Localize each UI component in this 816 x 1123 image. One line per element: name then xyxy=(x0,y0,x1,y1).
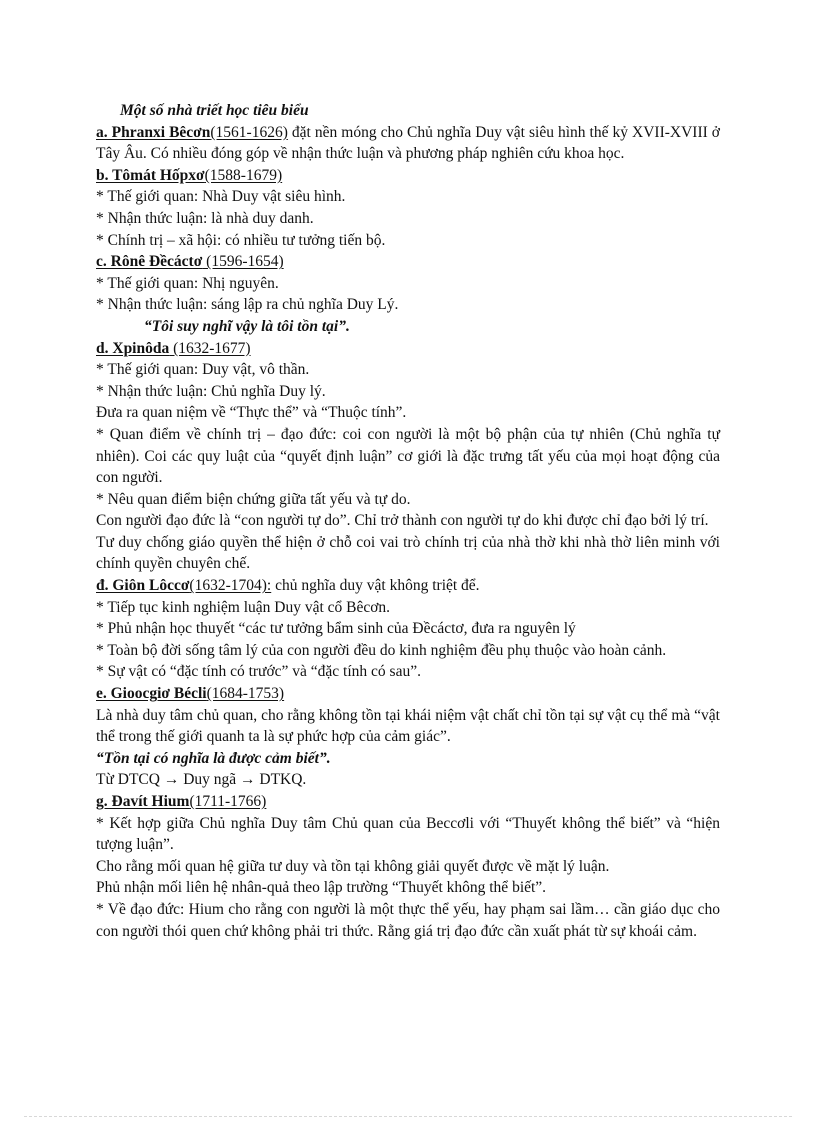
section-g-line: Phủ nhận mối liên hệ nhân-quả theo lập trường “Thuyết không thể biết”. xyxy=(96,879,547,897)
page-bottom-divider xyxy=(24,1116,792,1117)
section-a-name: a. Phranxi Bêcơn xyxy=(96,123,211,141)
section-d-line: Đưa ra quan niệm về “Thực thể” và “Thuộc tính”. xyxy=(96,404,407,422)
section-c-dates: (1596-1654) xyxy=(202,253,284,271)
section-d xyxy=(96,338,720,576)
section-g-line: * Kết hợp giữa Chủ nghĩa Duy tâm Chủ quan của Beccơli với “Thuyết không thể biết” và “hiện tượng luận”. xyxy=(96,814,720,854)
section-dd-line: * Tiếp tục kinh nghiệm luận Duy vật cổ Bêcơn. xyxy=(96,598,391,616)
section-dd-line: * Toàn bộ đời sống tâm lý của con người đều do kinh nghiệm đều phụ thuộc vào hoàn cảnh. xyxy=(96,641,667,659)
section-b-line: * Chính trị – xã hội: có nhiều tư tưởng tiến bộ. xyxy=(96,231,386,249)
section-g-line: * Về đạo đức: Hium cho rằng con người là một thực thể yếu, hay phạm sai lầm… cần giáo dục cho con người thói quen chứ không phải tri thức. Rằng giá trị đạo đức cần xuất phát từ sự khoái cảm. xyxy=(96,900,720,940)
section-c-name: c. Rônê Đềcáctơ xyxy=(96,253,203,271)
section-a-dates: (1561-1626) xyxy=(210,123,288,141)
section-c-heading xyxy=(96,253,284,270)
section-g-dates: (1711-1766) xyxy=(189,793,267,810)
page-title: Một số nhà triết học tiêu biểu xyxy=(120,102,309,119)
section-e-name: e. Gioocgiơ Bécli xyxy=(96,685,207,703)
section-e xyxy=(96,683,720,791)
section-d-line: * Nêu quan điểm biện chứng giữa tất yếu và tự do. xyxy=(96,490,411,508)
section-dd-line: * Phủ nhận học thuyết “các tư tưởng bẩm sinh của Đềcáctơ, đưa ra nguyên lý xyxy=(96,620,576,638)
section-b-heading xyxy=(96,167,282,184)
section-d-heading xyxy=(96,340,251,357)
section-d-line: * Thế giới quan: Duy vật, vô thần. xyxy=(96,361,310,379)
section-d-line: Tư duy chống giáo quyền thể hiện ở chỗ coi vai trò chính trị của nhà thờ khi nhà thờ liên minh với chính quyền chuyên chế. xyxy=(96,533,720,573)
section-dd-heading xyxy=(96,577,271,594)
section-b-line: * Thế giới quan: Nhà Duy vật siêu hình. xyxy=(96,188,346,206)
section-c-line: * Nhận thức luận: sáng lập ra chủ nghĩa Duy Lý. xyxy=(96,296,399,314)
section-dd-dates: (1632-1704): xyxy=(189,577,272,595)
section-e-dates: (1684-1753) xyxy=(206,685,285,703)
section-d-line: * Nhận thức luận: Chủ nghĩa Duy lý. xyxy=(96,382,326,400)
section-e-line: Là nhà duy tâm chủ quan, cho rằng không tồn tại khái niệm vật chất chỉ tồn tại sự vật cụ thể mà “vật thể trong thế giới quanh ta là sự phức hợp của cảm giác”. xyxy=(96,706,720,746)
section-e-quote: “Tồn tại có nghĩa là được cảm biết”. xyxy=(96,749,331,767)
section-g-name: g. Đavít Hium xyxy=(96,793,190,810)
section-a xyxy=(96,122,720,165)
section-d-line: * Quan điểm về chính trị – đạo đức: coi con người là một bộ phận của tự nhiên (Chủ nghĩa tự nhiên). Coi các quy luật của “quyết định luận” cơ giới là đặc trưng tất yếu của mọi hoạt động của con người. xyxy=(96,425,720,487)
document-page xyxy=(96,100,720,942)
section-c xyxy=(96,251,720,337)
section-e-after-quote: Từ DTCQ → Duy ngã → DTKQ. xyxy=(96,771,307,789)
section-b-name: b. Tômát Hốpxơ xyxy=(96,166,205,184)
section-c-line: * Thế giới quan: Nhị nguyên. xyxy=(96,274,279,292)
section-d-line: Con người đạo đức là “con người tự do”. Chỉ trở thành con người tự do khi được chỉ đạo bởi lý trí. xyxy=(96,512,709,530)
section-dd xyxy=(96,575,720,683)
section-b xyxy=(96,165,720,251)
section-g-line: Cho rằng mối quan hệ giữa tư duy và tồn tại không giải quyết được về mặt lý luận. xyxy=(96,857,610,875)
section-e-heading xyxy=(96,685,284,702)
section-a-heading xyxy=(96,124,288,141)
section-c-quote: “Tôi suy nghĩ vậy là tôi tồn tại”. xyxy=(144,317,350,335)
section-g xyxy=(96,791,720,942)
section-dd-line: * Sự vật có “đặc tính có trước” và “đặc tính có sau”. xyxy=(96,663,421,681)
section-d-name: d. Xpinôda xyxy=(96,339,170,357)
section-dd-name: đ. Giôn Lôccơ xyxy=(96,577,190,595)
section-g-heading xyxy=(96,793,266,810)
section-a-text: đặt nền móng cho Chủ nghĩa Duy vật siêu hình thế kỷ XVII-XVIII ở Tây Âu. Có nhiều đóng góp về nhận thức luận và phương pháp nghiên cứu khoa học. xyxy=(96,123,720,163)
section-d-dates: (1632-1677) xyxy=(169,339,251,357)
section-b-line: * Nhận thức luận: là nhà duy danh. xyxy=(96,209,314,227)
section-dd-text: chủ nghĩa duy vật không triệt để. xyxy=(271,577,480,595)
section-b-dates: (1588-1679) xyxy=(204,166,283,184)
